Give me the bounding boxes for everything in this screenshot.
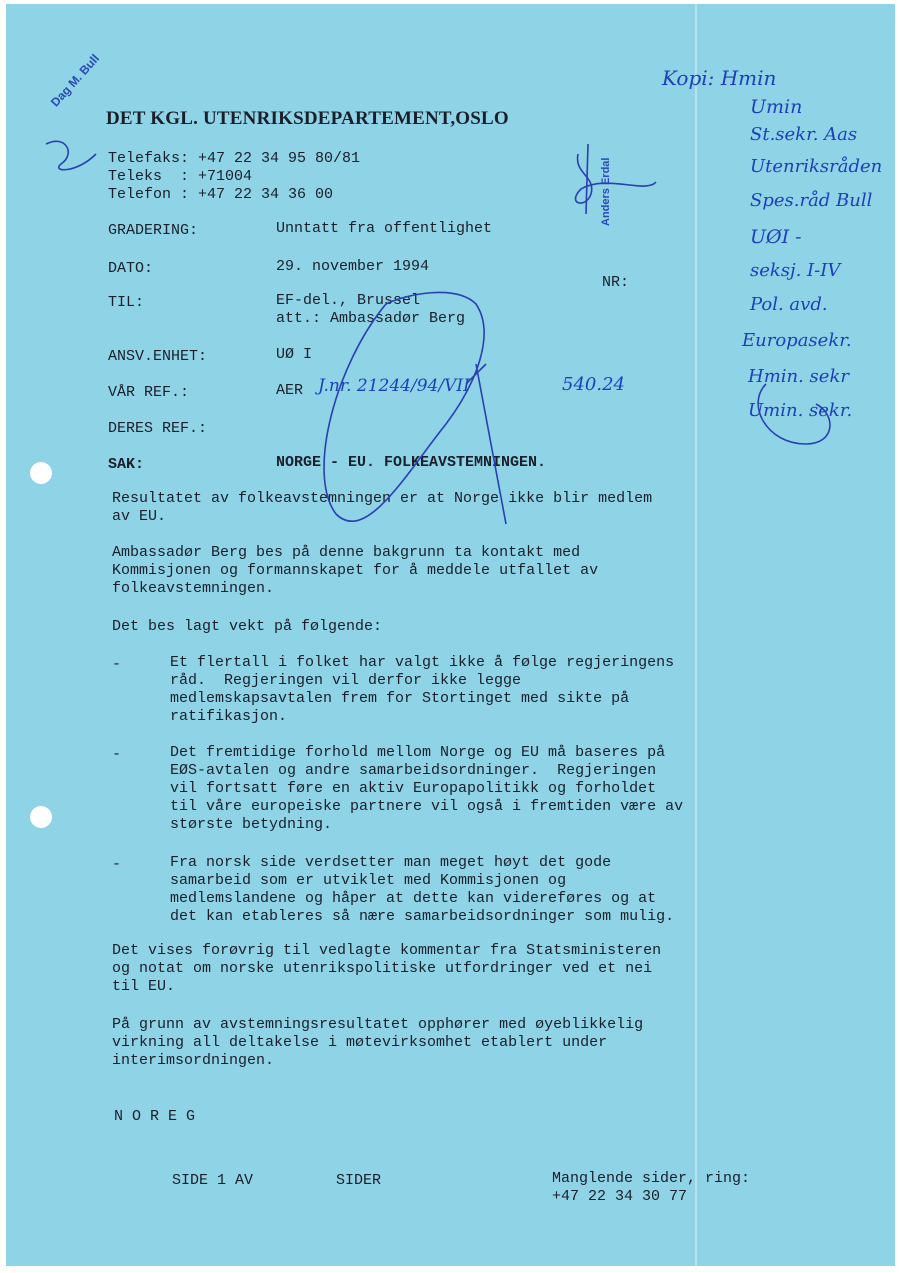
paragraph-result: Resultatet av folkeavstemningen er at Norge ikke blir medlem av EU.: [112, 490, 653, 525]
handwritten-journal-number: J.nr. 21244/94/VII: [318, 376, 470, 396]
ansv-enhet-value: UØ I: [276, 346, 313, 363]
bullet-item: Fra norsk side verdsetter man meget høyt det gode samarbeid som er utviklet med Kommisjonen og medlemslandene og håper at dette kan videreføres og at det kan etableres så nære samarbeidsordninger som mulig.: [170, 854, 675, 925]
stamp-erdal: Anders Erdal: [600, 157, 612, 226]
var-ref-value: AER: [276, 382, 304, 399]
handwritten-archive-code: 540.24: [562, 374, 625, 395]
ansv-enhet-label: ANSV.ENHET:: [108, 348, 208, 365]
signature-scribble: [586, 144, 588, 214]
signature-scribble: [46, 141, 96, 169]
bullet-marker: -: [112, 746, 122, 763]
contact-telex: Teleks : +71004: [108, 168, 253, 185]
dato-label: DATO:: [108, 260, 154, 277]
distribution-line: Umin: [750, 96, 803, 118]
bullet-marker: -: [112, 656, 122, 673]
signature: N O R E G: [114, 1108, 196, 1125]
nr-label: NR:: [602, 274, 630, 291]
til-value-line-1: EF-del., Brussel: [276, 292, 421, 309]
organization-title: DET KGL. UTENRIKSDEPARTEMENT,OSLO: [106, 108, 509, 129]
distribution-line: Umin. sekr.: [748, 400, 853, 421]
paragraph-attachments: Det vises forøvrig til vedlagte kommentar fra Statsministeren og notat om norske utenrikspolitiske utfordringer ved et nei til EU.: [112, 942, 662, 995]
distribution-line: Pol. avd.: [750, 294, 828, 315]
distribution-line: UØI -: [750, 226, 802, 248]
distribution-line: Europasekr.: [742, 330, 852, 351]
distribution-line: seksj. I-IV: [750, 260, 841, 281]
bullet-item: Det fremtidige forhold mellom Norge og EU må baseres på EØS-avtalen og andre samarbeidsordninger. Regjeringen vil fortsatt føre en aktiv Europapolitikk og forholdet til våre europeiske partnere vil også i fremtiden være av største betydning.: [170, 744, 684, 833]
paragraph-termination: På grunn av avstemningsresultatet opphører med øyeblikkelig virkning all deltakelse i møtevirksomhet etablert under interimsordningen.: [112, 1016, 644, 1069]
gradering-value: Unntatt fra offentlighet: [276, 220, 493, 237]
distribution-line: Kopi: Hmin: [662, 66, 777, 90]
stamp-bull: Dag M. Bull: [48, 51, 103, 110]
var-ref-label: VÅR REF.:: [108, 384, 190, 401]
paragraph-emphasis: Det bes lagt vekt på følgende:: [112, 618, 383, 635]
bullet-item: Et flertall i folket har valgt ikke å følge regjeringens råd. Regjeringen vil derfor ikke legge medlemskapsavtalen frem for Stortinget med sikte på ratifikasjon.: [170, 654, 675, 725]
distribution-line: St.sekr. Aas: [750, 124, 858, 145]
missing-pages-notice: Manglende sider, ring: +47 22 34 30 77: [552, 1170, 751, 1205]
sak-label: SAK:: [108, 456, 145, 473]
paragraph-contact: Ambassadør Berg bes på denne bakgrunn ta kontakt med Kommisjonen og formannskapet for å meddele utfallet av folkeavstemningen.: [112, 544, 599, 597]
ink-loop: [324, 292, 484, 521]
gradering-label: GRADERING:: [108, 222, 199, 239]
contact-phone: Telefon : +47 22 34 36 00: [108, 186, 334, 203]
contact-fax: Telefaks: +47 22 34 95 80/81: [108, 150, 361, 167]
bullet-marker: -: [112, 856, 122, 873]
til-label: TIL:: [108, 294, 145, 311]
ink-loop: [758, 384, 830, 444]
distribution-line: Spes.råd Bull: [750, 190, 873, 211]
page-count-label: SIDE 1 AV: [172, 1172, 254, 1189]
pages-label: SIDER: [336, 1172, 382, 1189]
ink-line: [476, 364, 506, 524]
sak-value: NORGE - EU. FOLKEAVSTEMNINGEN.: [276, 454, 547, 471]
memo-page: [6, 4, 895, 1266]
til-value-line-2: att.: Ambassadør Berg: [276, 310, 466, 327]
dato-value: 29. november 1994: [276, 258, 430, 275]
distribution-line: Hmin. sekr: [748, 366, 849, 387]
deres-ref-label: DERES REF.:: [108, 420, 208, 437]
ink-strokes: [6, 4, 895, 1266]
distribution-line: Utenriksråden: [750, 156, 883, 177]
